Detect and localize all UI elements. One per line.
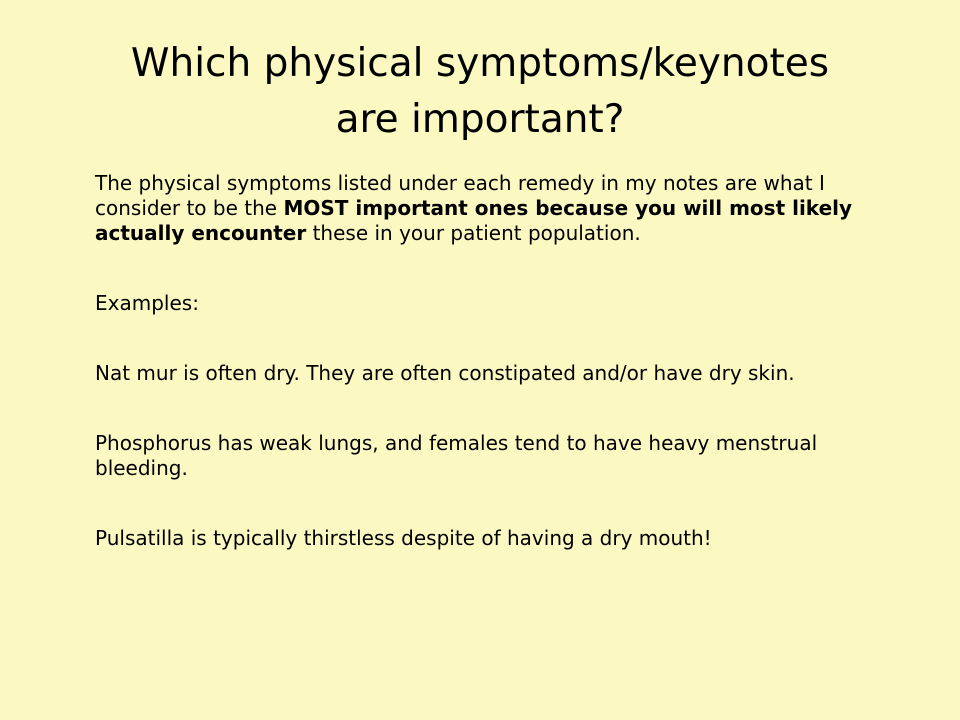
- intro-text-end: these in your patient population.: [306, 221, 641, 245]
- example-nat-mur: Nat mur is often dry. They are often constipated and/or have dry skin.: [95, 361, 795, 385]
- slide-body: [95, 171, 885, 551]
- example-phosphorus: Phosphorus has weak lungs, and females tend to have heavy menstrual bleeding.: [95, 431, 818, 480]
- intro-paragraph: [95, 171, 885, 246]
- examples-label: Examples:: [95, 291, 199, 315]
- example-pulsatilla: Pulsatilla is typically thirstless despite of having a dry mouth!: [95, 526, 712, 550]
- intro-text-start: The physical symptoms listed under each remedy in my notes are what I consider to be the: [95, 171, 825, 220]
- slide-title-line-1: Which physical symptoms/keynotes: [130, 41, 830, 86]
- slide-title-line-2: are important?: [335, 97, 625, 142]
- intro-emphasis: MOST important ones because you will most likely actually encounter: [95, 196, 853, 245]
- slide-title: [60, 36, 900, 148]
